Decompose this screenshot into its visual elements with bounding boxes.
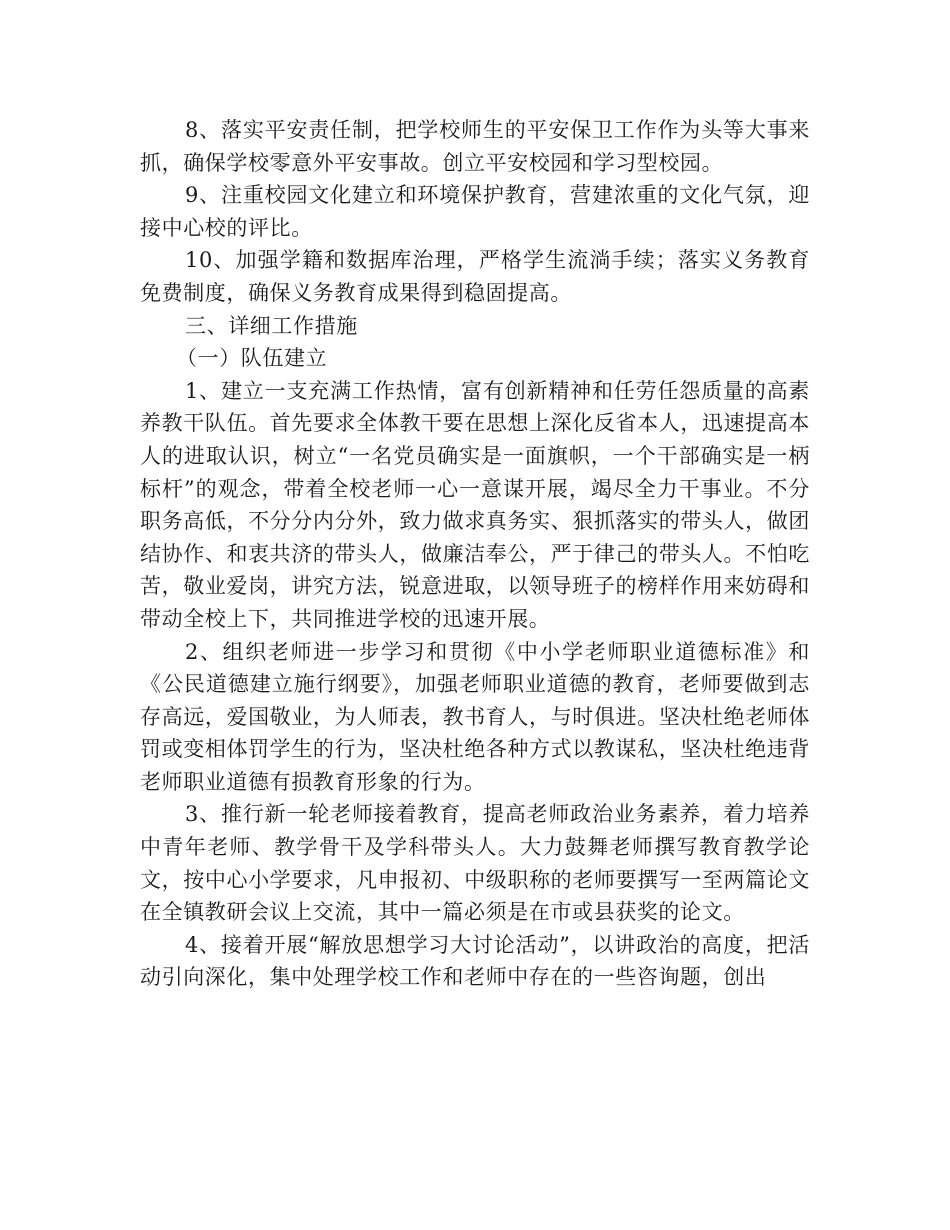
paragraph-measure-1: 1、建立一支充满工作热情，富有创新精神和任劳任怨质量的高素养教干队伍。首先要求全体教干要在思想上深化反省本人，迅速提高本人的进取认识，树立“一名党员确实是一面旗帜，一个干部确实是一柄标杆”的观念，带着全校老师一心一意谋开展，竭尽全力干事业。不分职务高低，不分分内分外，致力做求真务实、狠抓落实的带头人，做团结协作、和衷共济的带头人，做廉洁奉公，严于律己的带头人。不怕吃苦，敬业爱岗，讲究方法，锐意进取，以领导班子的榜样作用来妨碍和带动全校上下，共同推进学校的迅速开展。 [140,378,810,631]
paragraph-measure-4: 4、接着开展“解放思想学习大讨论活动”，以讲政治的高度，把活动引向深化，集中处理学校工作和老师中存在的一些咨询题，创出 [140,932,810,990]
paragraph-item-8: 8、落实平安责任制，把学校师生的平安保卫工作作为头等大事来抓，确保学校零意外平安事故。创立平安校园和学习型校园。 [140,118,810,175]
paragraph-item-9: 9、注重校园文化建立和环境保护教育，营建浓重的文化气氛，迎接中心校的评比。 [140,183,810,240]
document-body [140,114,810,994]
subsection-heading: （一）队伍建立 [176,346,328,371]
paragraph-item-10: 10、加强学籍和数据库治理，严格学生流淌手续；落实义务教育免费制度，确保义务教育成果得到稳固提高。 [140,248,810,305]
paragraph-measure-3: 3、推行新一轮老师接着教育，提高老师政治业务素养，着力培养中青年老师、教学骨干及学科带头人。大力鼓舞老师撰写教育教学论文，按中心小学要求，凡申报初、中级职称的老师要撰写一至两篇论文在全镇教研会议上交流，其中一篇必须是在市或县获奖的论文。 [140,802,810,925]
section-heading: 三、详细工作措施 [185,313,358,338]
paragraph-measure-2: 2、组织老师进一步学习和贯彻《中小学老师职业道德标准》和《公民道德建立施行纲要》，加强老师职业道德的教育，老师要做到志存高远，爱国敬业，为人师表，教书育人，与时俱进。坚决杜绝老师体罚或变相体罚学生的行为，坚决杜绝各种方式以教谋私，坚决杜绝违背老师职业道德有损教育形象的行为。 [140,639,810,794]
